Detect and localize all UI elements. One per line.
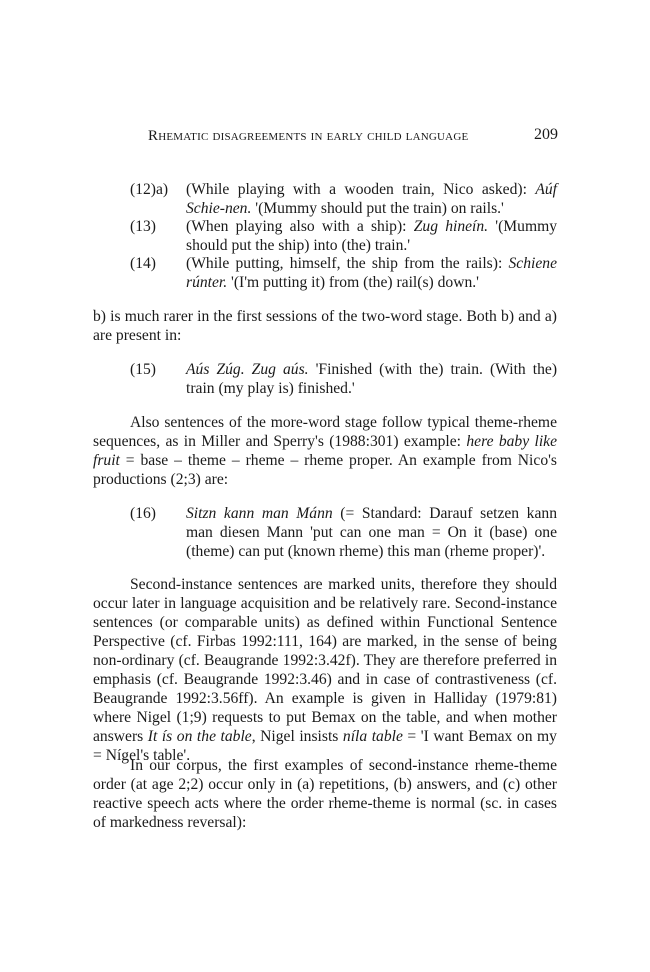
example-context: (When playing also with a ship):: [186, 218, 414, 235]
paragraph-2: [93, 413, 557, 489]
example-16: [130, 504, 557, 561]
example-gloss: 'Finished (with the) train. (With the) train (my play is) finished.': [186, 361, 558, 397]
paragraph-text: Also sentences of the more-word stage follow typical theme-rheme sequences, as in Miller and Sperry's (1988:301) example:: [93, 414, 557, 450]
example-number: (13): [130, 218, 156, 235]
quoted-utterance: níla table: [342, 728, 403, 745]
quoted-example: here baby like fruit: [93, 433, 557, 469]
paragraph-text: In our corpus, the first examples of second-instance rheme-theme order (at age 2;2) occur only in (a) repetitions, (b) answers, and (c) other reactive speech acts where the order rheme-theme is normal (sc. in cases of markedness reversal):: [93, 757, 557, 831]
example-number: (14): [130, 255, 156, 272]
example-body: [186, 254, 557, 292]
example-utterance: Aús Zúg. Zug aús.: [186, 361, 309, 378]
example-utterance: Zug hineín.: [413, 218, 489, 235]
example-gloss: '(Mummy should put the ship) into (the) train.': [186, 218, 558, 254]
example-context: (While putting, himself, the ship from the rails):: [186, 255, 509, 272]
example-number: (15): [130, 361, 156, 378]
example-gloss: '(I'm putting it) from (the) rail(s) down.': [227, 274, 479, 291]
paragraph-4: [93, 756, 557, 832]
example-13: [130, 217, 557, 255]
example-body: [186, 217, 557, 255]
example-gloss: (= Standard: Darauf setzen kann man diesen Mann 'put can one man = On it (base) one (theme) can put (known rheme) this man (rheme proper)'.: [186, 505, 557, 560]
example-body: [186, 360, 557, 398]
example-utterance: Aúf Schie-nen.: [186, 181, 557, 217]
page-number: 209: [534, 126, 558, 143]
example-number: (16): [130, 505, 156, 522]
paragraph-text: , Nigel insists: [251, 728, 343, 745]
example-body: [186, 504, 557, 561]
example-14: [130, 254, 557, 292]
example-number: (12)a): [130, 181, 169, 198]
paragraph-text: b) is much rarer in the first sessions of the two-word stage. Both b) and a) are present in:: [93, 308, 557, 344]
paragraph-text: = 'I want Bemax on my = Nígel's table'.: [93, 728, 557, 764]
example-12a: [130, 180, 557, 218]
example-utterance: Sitzn kann man Mánn: [186, 505, 333, 522]
paragraph-text: = base – theme – rheme – rheme proper. An example from Nico's productions (2;3) are:: [93, 452, 557, 488]
paragraph-1: [93, 307, 557, 345]
example-context: (While playing with a wooden train, Nico asked):: [186, 181, 536, 198]
paragraph-text: Second-instance sentences are marked units, therefore they should occur later in language acquisition and be relatively rare. Second-instance sentences (or comparable units) as defined within Functional Sentence Perspective (cf. Firbas 1992:111, 164) are marked, in the sense of being non-ordinary (cf. Beaugrande 1992:3.42f). They are therefore preferred in emphasis (cf. Beaugrande 1992:3.46) and in case of contrastiveness (cf. Beaugrande 1992:3.56ff). An example is given in Halliday (1979:81) where Nigel (1;9) requests to put Bemax on the table, and when mother answers: [93, 576, 557, 745]
example-body: [186, 180, 557, 218]
example-gloss: '(Mummy should put the train) on rails.': [251, 200, 504, 217]
quoted-utterance: It ís on the table: [147, 728, 252, 745]
paragraph-3: [93, 575, 557, 765]
example-15: [130, 360, 557, 398]
running-head: Rhematic disagreements in early child language: [148, 128, 469, 144]
page-header: [148, 128, 558, 148]
example-utterance: Schiene rúnter.: [186, 255, 557, 291]
